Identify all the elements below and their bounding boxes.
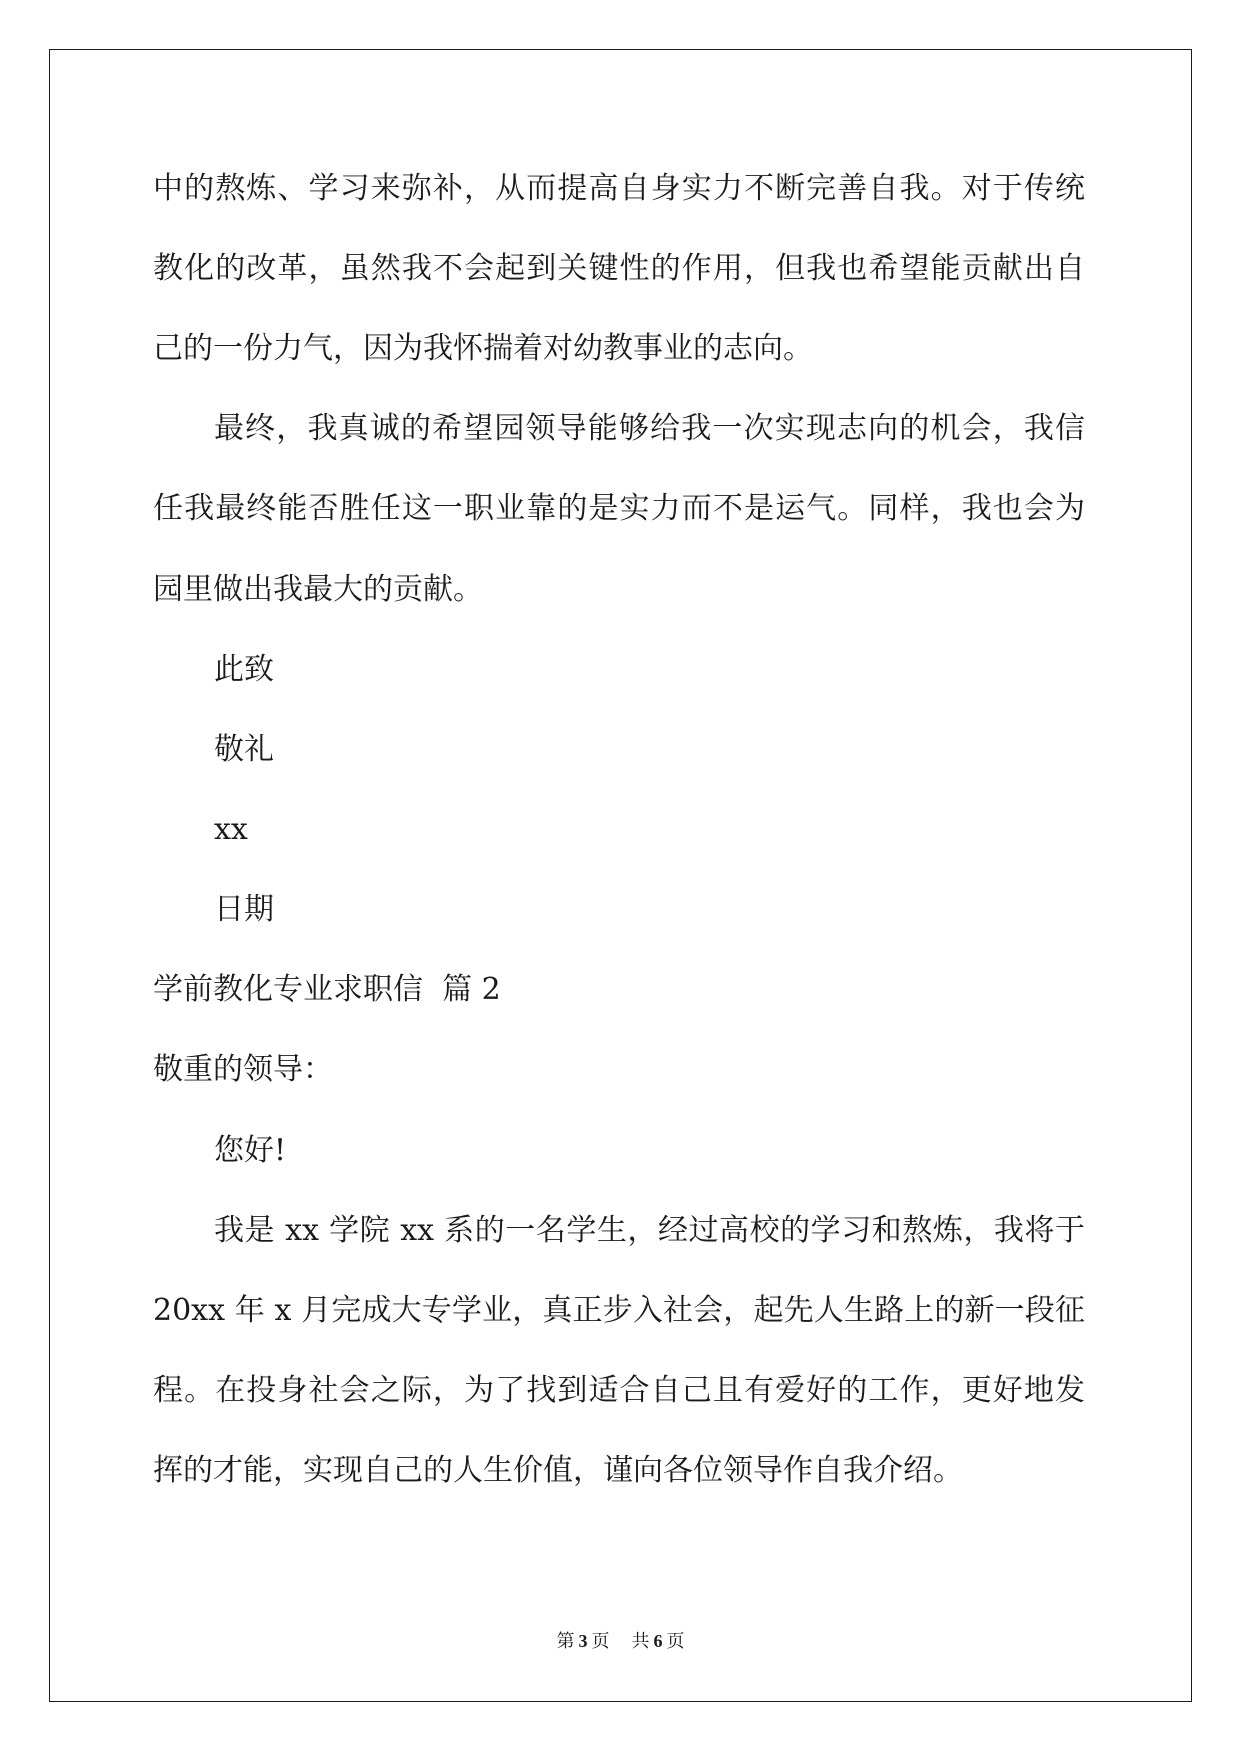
date-line: 日期 (214, 892, 274, 927)
paragraph-line: 挥的才能，实现自己的人生价值，谨向各位领导作自我介绍。 (153, 1453, 963, 1488)
paragraph-line: 程。在投身社会之际，为了找到适合自己且有爱好的工作，更好地发 (153, 1373, 1085, 1408)
total-pages-number: 6 (653, 1631, 663, 1651)
paragraph-line: 任我最终能否胜任这一职业靠的是实力而不是运气。同样，我也会为 (153, 491, 1085, 526)
closing-line: 此致 (214, 652, 274, 687)
section-title: 学前教化专业求职信 篇 2 (153, 972, 501, 1007)
paragraph-line: 园里做出我最大的贡献。 (153, 572, 483, 607)
paragraph-line: 我是 xx 学院 xx 系的一名学生，经过高校的学习和熬炼，我将于 (214, 1213, 1085, 1248)
footer-total-suffix: 页 (666, 1631, 685, 1651)
paragraph-line: 教化的改革，虽然我不会起到关键性的作用，但我也希望能贡献出自 (153, 251, 1085, 286)
closing-salute: 敬礼 (214, 732, 274, 767)
page-footer (0, 1629, 1241, 1653)
greeting: 您好! (214, 1133, 287, 1168)
footer-prefix: 第 (556, 1631, 575, 1651)
salutation: 敬重的领导： (153, 1052, 333, 1087)
paragraph-line: 20xx 年 x 月完成大专学业，真正步入社会，起先人生路上的新一段征 (153, 1293, 1085, 1328)
signature: xx (214, 812, 248, 847)
footer-total-prefix: 共 (631, 1631, 650, 1651)
footer-page-word: 页 (591, 1631, 610, 1651)
paragraph-line: 中的熬炼、学习来弥补，从而提高自身实力不断完善自我。对于传统 (153, 171, 1085, 206)
paragraph-line: 最终，我真诚的希望园领导能够给我一次实现志向的机会，我信 (214, 411, 1085, 446)
paragraph-line: 己的一份力气，因为我怀揣着对幼教事业的志向。 (153, 331, 813, 366)
current-page-number: 3 (578, 1631, 588, 1651)
